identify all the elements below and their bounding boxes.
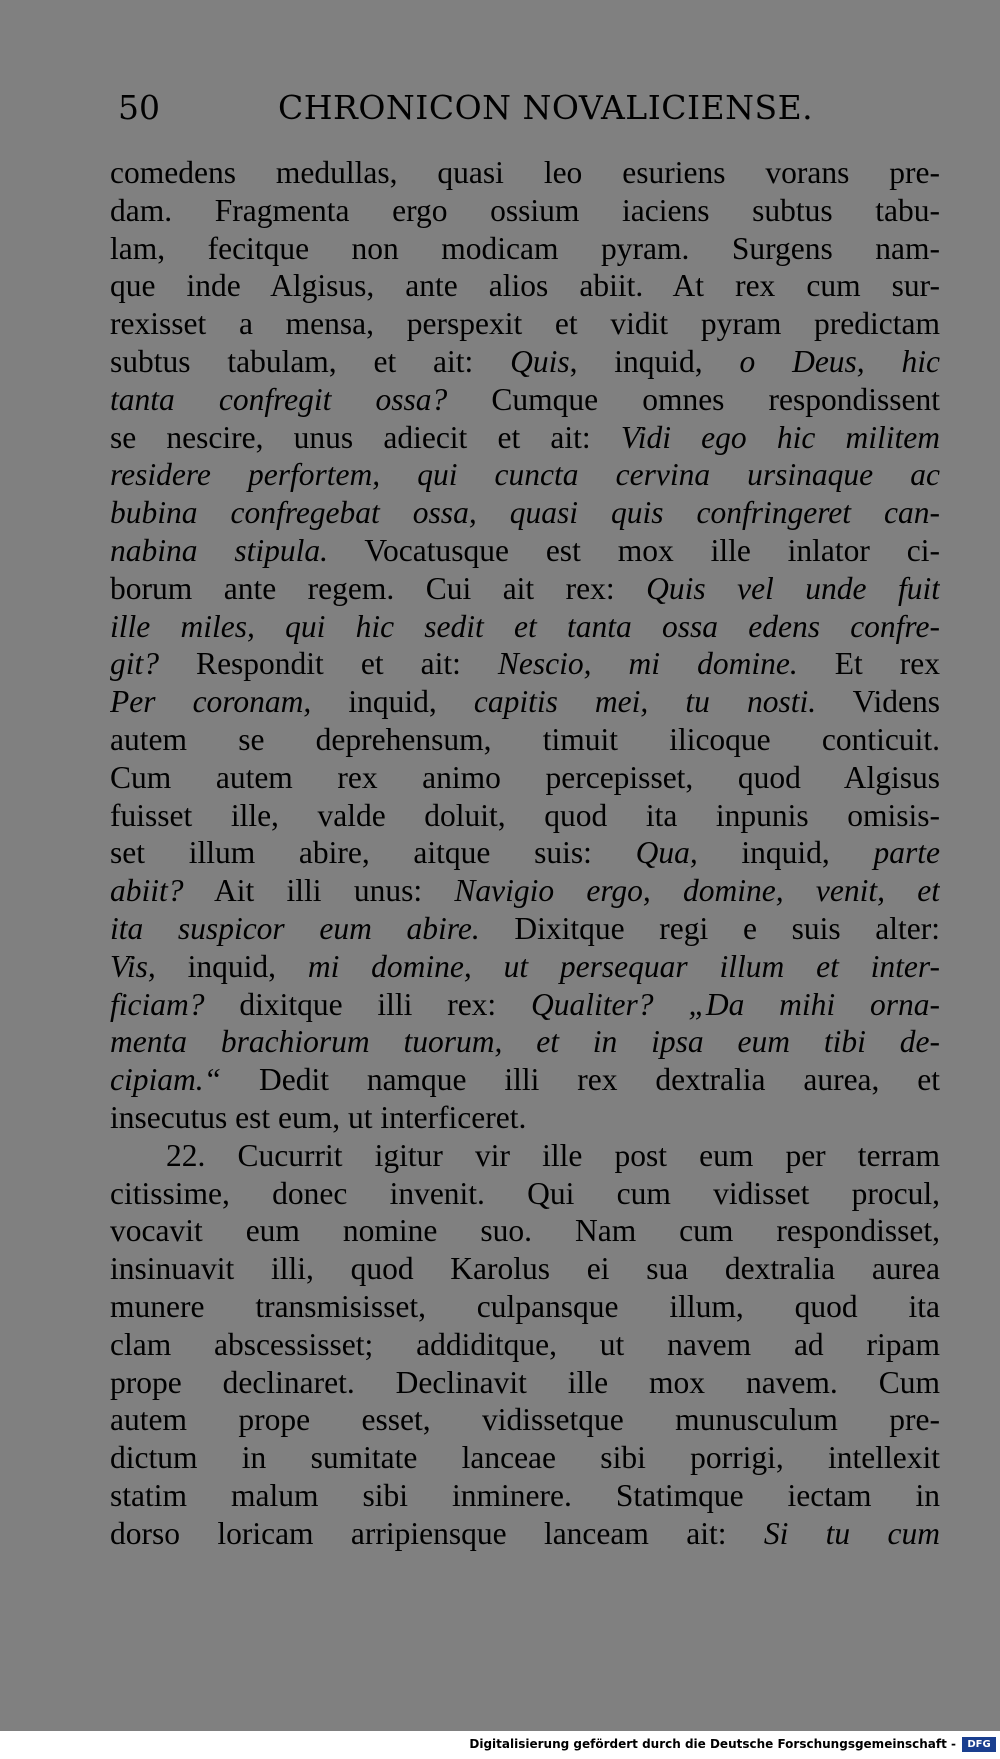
- text-segment: Ait illi unus:: [183, 873, 455, 909]
- italic-text-segment: Qualiter? „Da mihi orna-: [531, 986, 940, 1022]
- text-line: [110, 532, 940, 570]
- italic-text-segment: Vidi ego hic militem: [620, 419, 940, 455]
- text-line: [110, 343, 940, 381]
- text-line: [110, 1061, 940, 1099]
- text-segment: se nescire, unus adiecit et ait:: [110, 419, 621, 455]
- text-line: [110, 721, 940, 759]
- text-line: [110, 1137, 940, 1175]
- text-line: [110, 910, 940, 948]
- italic-text-segment: parte: [873, 835, 940, 871]
- text-segment: Respondit et ait:: [159, 646, 498, 682]
- text-line: [110, 570, 940, 608]
- digitization-footer: [0, 1731, 1000, 1759]
- text-segment: dam. Fragmenta ergo ossium iaciens subtus tabu-: [110, 192, 940, 228]
- text-segment: autem prope esset, vidissetque munusculum pre-: [110, 1402, 940, 1438]
- italic-text-segment: Qua,: [635, 835, 698, 871]
- text-segment: inquid,: [155, 948, 308, 984]
- text-line: [110, 1099, 940, 1137]
- italic-text-segment: Navigio ergo, domine, venit, et: [454, 873, 940, 909]
- text-segment: borum ante regem. Cui ait rex:: [110, 570, 647, 606]
- italic-text-segment: capitis mei, tu nosti.: [473, 684, 817, 720]
- page-header: [118, 88, 938, 128]
- italic-text-segment: abiit?: [110, 873, 184, 909]
- text-segment: Dixitque regi e suis alter:: [479, 910, 940, 946]
- italic-text-segment: Nescio, mi domine.: [497, 646, 798, 682]
- text-segment: Et rex: [797, 646, 940, 682]
- funding-credit: Digitalisierung gefördert durch die Deutsche Forschungsgemeinschaft -: [469, 1737, 956, 1751]
- text-line: [110, 1023, 940, 1061]
- text-line: [110, 1288, 940, 1326]
- italic-text-segment: ita suspicor eum abire.: [110, 910, 480, 946]
- text-segment: Cumque omnes respondissent: [447, 381, 940, 417]
- italic-text-segment: ille miles, qui hic sedit et tanta ossa edens confre-: [110, 608, 940, 644]
- page-number: 50: [118, 88, 160, 127]
- italic-text-segment: ficiam?: [110, 986, 205, 1022]
- text-line: [110, 1401, 940, 1439]
- text-segment: subtus tabulam, et ait:: [110, 343, 511, 379]
- text-segment: autem se deprehensum, timuit ilicoque conticuit.: [110, 721, 940, 757]
- text-line: [110, 381, 940, 419]
- running-title: CHRONICON NOVALICIENSE.: [278, 88, 814, 127]
- text-line: [110, 797, 940, 835]
- text-line: [110, 456, 940, 494]
- italic-text-segment: git?: [110, 646, 160, 682]
- italic-text-segment: mi domine, ut persequar illum et inter-: [307, 948, 940, 984]
- text-line: [110, 645, 940, 683]
- italic-text-segment: menta brachiorum tuorum, et in ipsa eum tibi de-: [110, 1024, 940, 1060]
- text-line: [110, 154, 940, 192]
- text-segment: prope declinaret. Declinavit ille mox navem. Cum: [110, 1364, 940, 1400]
- italic-text-segment: cipiam.“: [110, 1062, 222, 1098]
- text-segment: insecutus est eum, ut interficeret.: [110, 1099, 527, 1135]
- italic-text-segment: nabina stipula.: [110, 532, 329, 568]
- text-line: [110, 230, 940, 268]
- dfg-logo: DFG: [962, 1737, 996, 1752]
- text-segment: Cum autem rex animo percepisset, quod Algisus: [110, 759, 940, 795]
- italic-text-segment: Si tu cum: [763, 1515, 940, 1551]
- body-text: [110, 154, 940, 1552]
- text-line: [110, 1212, 940, 1250]
- text-segment: statim malum sibi inminere. Statimque iectam in: [110, 1477, 940, 1513]
- text-line: [110, 1477, 940, 1515]
- text-segment: comedens medullas, quasi leo esuriens vorans pre-: [110, 155, 940, 190]
- text-line: [110, 608, 940, 646]
- text-segment: Videns: [816, 684, 940, 720]
- italic-text-segment: tanta confregit ossa?: [110, 381, 448, 417]
- text-segment: , inquid,: [569, 343, 740, 379]
- text-segment: Dedit namque illi rex dextralia aurea, et: [221, 1062, 940, 1098]
- text-line: [110, 872, 940, 910]
- text-segment: munere transmisisset, culpansque illum, quod ita: [110, 1288, 940, 1324]
- italic-text-segment: Quis: [510, 343, 570, 379]
- text-line: [110, 683, 940, 721]
- italic-text-segment: bubina confregebat ossa, quasi quis confringeret can-: [110, 495, 940, 531]
- italic-text-segment: residere perfortem, qui cuncta cervina ursinaque ac: [110, 457, 940, 493]
- text-line: [110, 267, 940, 305]
- text-segment: vocavit eum nomine suo. Nam cum respondisset,: [110, 1213, 940, 1249]
- italic-text-segment: Per coronam,: [110, 684, 312, 720]
- text-line: [110, 305, 940, 343]
- text-segment: lam, fecitque non modicam pyram. Surgens nam-: [110, 230, 940, 266]
- text-line: [110, 1326, 940, 1364]
- text-line: [110, 1364, 940, 1402]
- text-segment: 22. Cucurrit igitur vir ille post eum per terram: [166, 1137, 940, 1173]
- text-line: [110, 494, 940, 532]
- text-line: [110, 1175, 940, 1213]
- italic-text-segment: o Deus, hic: [739, 343, 940, 379]
- text-segment: set illum abire, aitque suis:: [110, 835, 636, 871]
- text-line: [110, 759, 940, 797]
- text-line: [110, 1250, 940, 1288]
- italic-text-segment: Vis,: [110, 948, 156, 984]
- text-segment: inquid,: [697, 835, 874, 871]
- text-line: [110, 1439, 940, 1477]
- text-segment: dictum in sumitate lanceae sibi porrigi, intellexit: [110, 1440, 940, 1476]
- text-segment: citissime, donec invenit. Qui cum vidisset procul,: [110, 1175, 940, 1211]
- text-segment: inquid,: [311, 684, 474, 720]
- italic-text-segment: Quis vel unde fuit: [646, 570, 940, 606]
- text-segment: insinuavit illi, quod Karolus ei sua dextralia aurea: [110, 1251, 940, 1287]
- text-line: [110, 1515, 940, 1553]
- text-line: [110, 834, 940, 872]
- text-segment: fuisset ille, valde doluit, quod ita inpunis omisis-: [110, 797, 940, 833]
- text-segment: dixitque illi rex:: [204, 986, 532, 1022]
- text-segment: que inde Algisus, ante alios abiit. At rex cum sur-: [110, 268, 940, 304]
- text-segment: rexisset a mensa, perspexit et vidit pyram predictam: [110, 306, 940, 342]
- text-segment: Vocatusque est mox ille inlator ci-: [328, 532, 940, 568]
- text-line: [110, 192, 940, 230]
- text-line: [110, 419, 940, 457]
- text-line: [110, 986, 940, 1024]
- text-segment: clam abscessisset; addiditque, ut navem ad ripam: [110, 1326, 940, 1362]
- text-segment: dorso loricam arripiensque lanceam ait:: [110, 1515, 764, 1551]
- text-line: [110, 948, 940, 986]
